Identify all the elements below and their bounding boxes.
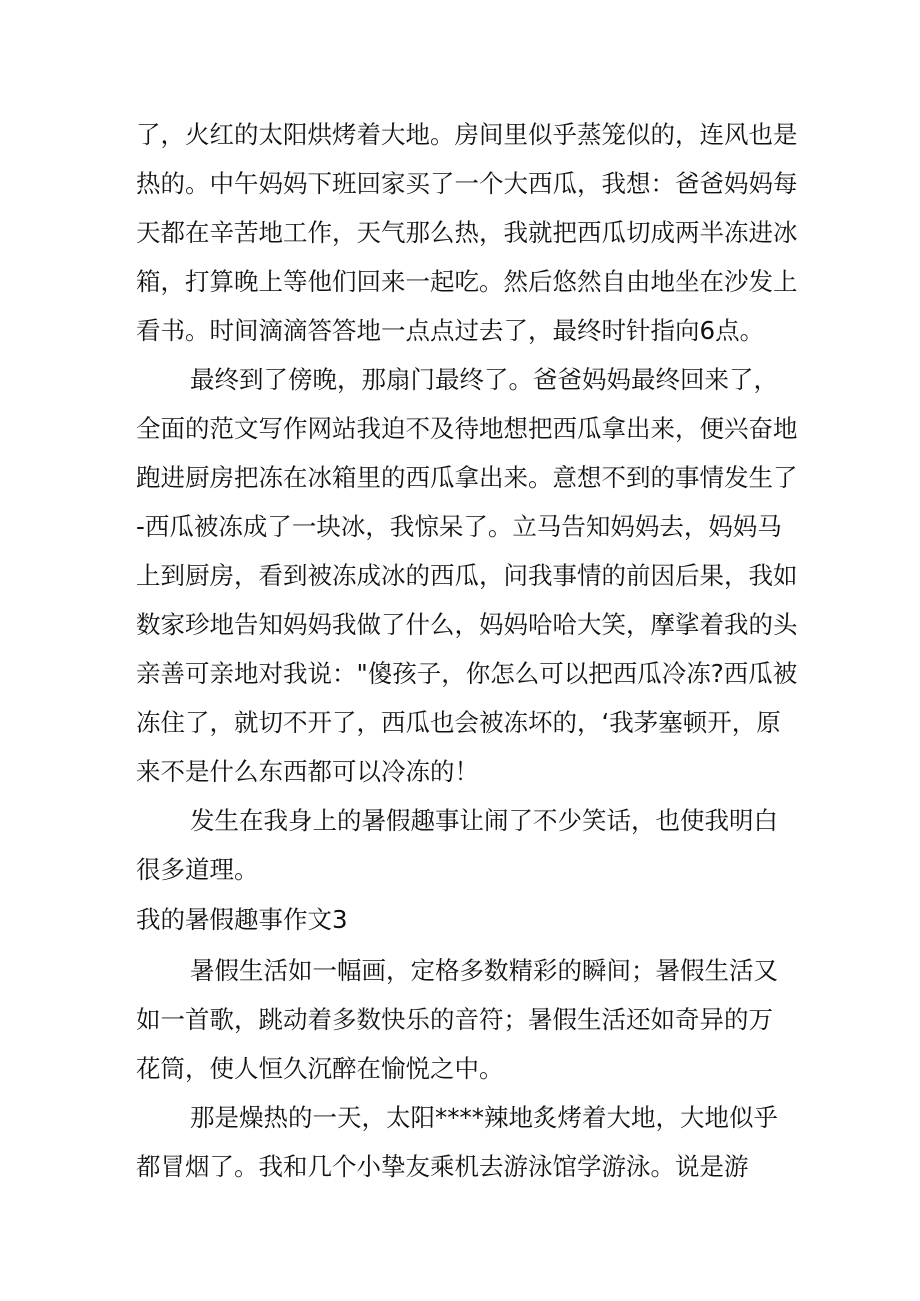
text-line: 那是燥热的一天，太阳****辣地炙烤着大地，大地似乎 — [190, 1103, 778, 1132]
text-line: 亲善可亲地对我说："傻孩子，你怎么可以把西瓜冷冻?西瓜被 — [136, 659, 798, 688]
paragraph-2 — [136, 355, 800, 796]
text-line: -西瓜被冻成了一块冰，我惊呆了。立马告知妈妈去，妈妈马 — [136, 512, 782, 541]
text-line: 发生在我身上的暑假趣事让闹了不少笑话，也使我明白 — [190, 806, 778, 835]
paragraph-4 — [136, 946, 800, 1093]
text-line: 全面的范文写作网站我迫不及待地想把西瓜拿出来，便兴奋地 — [136, 414, 798, 443]
text-line: 上到厨房，看到被冻成冰的西瓜，问我事情的前因后果，我如 — [136, 561, 798, 590]
text-line: 来不是什么东西都可以冷冻的！ — [136, 757, 479, 786]
text-line: 了，火红的太阳烘烤着大地。房间里似乎蒸笼似的，连风也是 — [136, 120, 798, 149]
text-line: 箱，打算晚上等他们回来一起吃。然后悠然自由地坐在沙发上 — [136, 267, 798, 296]
text-line: 都冒烟了。我和几个小挚友乘机去游泳馆学游泳。说是游 — [136, 1152, 749, 1181]
text-line: 暑假生活如一幅画，定格多数精彩的瞬间；暑假生活又 — [190, 956, 778, 985]
text-line: 很多道理。 — [136, 855, 259, 884]
text-line: 如一首歌，跳动着多数快乐的音符；暑假生活还如奇异的万 — [136, 1005, 773, 1034]
document-body — [136, 110, 800, 1191]
text-line: 热的。中午妈妈下班回家买了一个大西瓜，我想：爸爸妈妈每 — [136, 169, 798, 198]
paragraph-3 — [136, 796, 800, 894]
paragraph-5 — [136, 1093, 800, 1191]
text-line: 跑进厨房把冻在冰箱里的西瓜拿出来。意想不到的事情发生了 — [136, 463, 798, 492]
text-line: 看书。时间滴滴答答地一点点过去了，最终时针指向6点。 — [136, 316, 765, 345]
text-line: 最终到了傍晚，那扇门最终了。爸爸妈妈最终回来了， — [190, 365, 778, 394]
text-line: 数家珍地告知妈妈我做了什么，妈妈哈哈大笑，摩挲着我的头 — [136, 610, 798, 639]
section-heading: 我的暑假趣事作文3 — [136, 905, 348, 934]
text-line: 冻住了，就切不开了，西瓜也会被冻坏的，‘我茅塞顿开，原 — [136, 708, 781, 737]
text-line: 天都在辛苦地工作，天气那么热，我就把西瓜切成两半冻进冰 — [136, 218, 798, 247]
paragraph-1 — [136, 110, 800, 355]
text-line: 花筒，使人恒久沉醉在愉悦之中。 — [136, 1054, 504, 1083]
